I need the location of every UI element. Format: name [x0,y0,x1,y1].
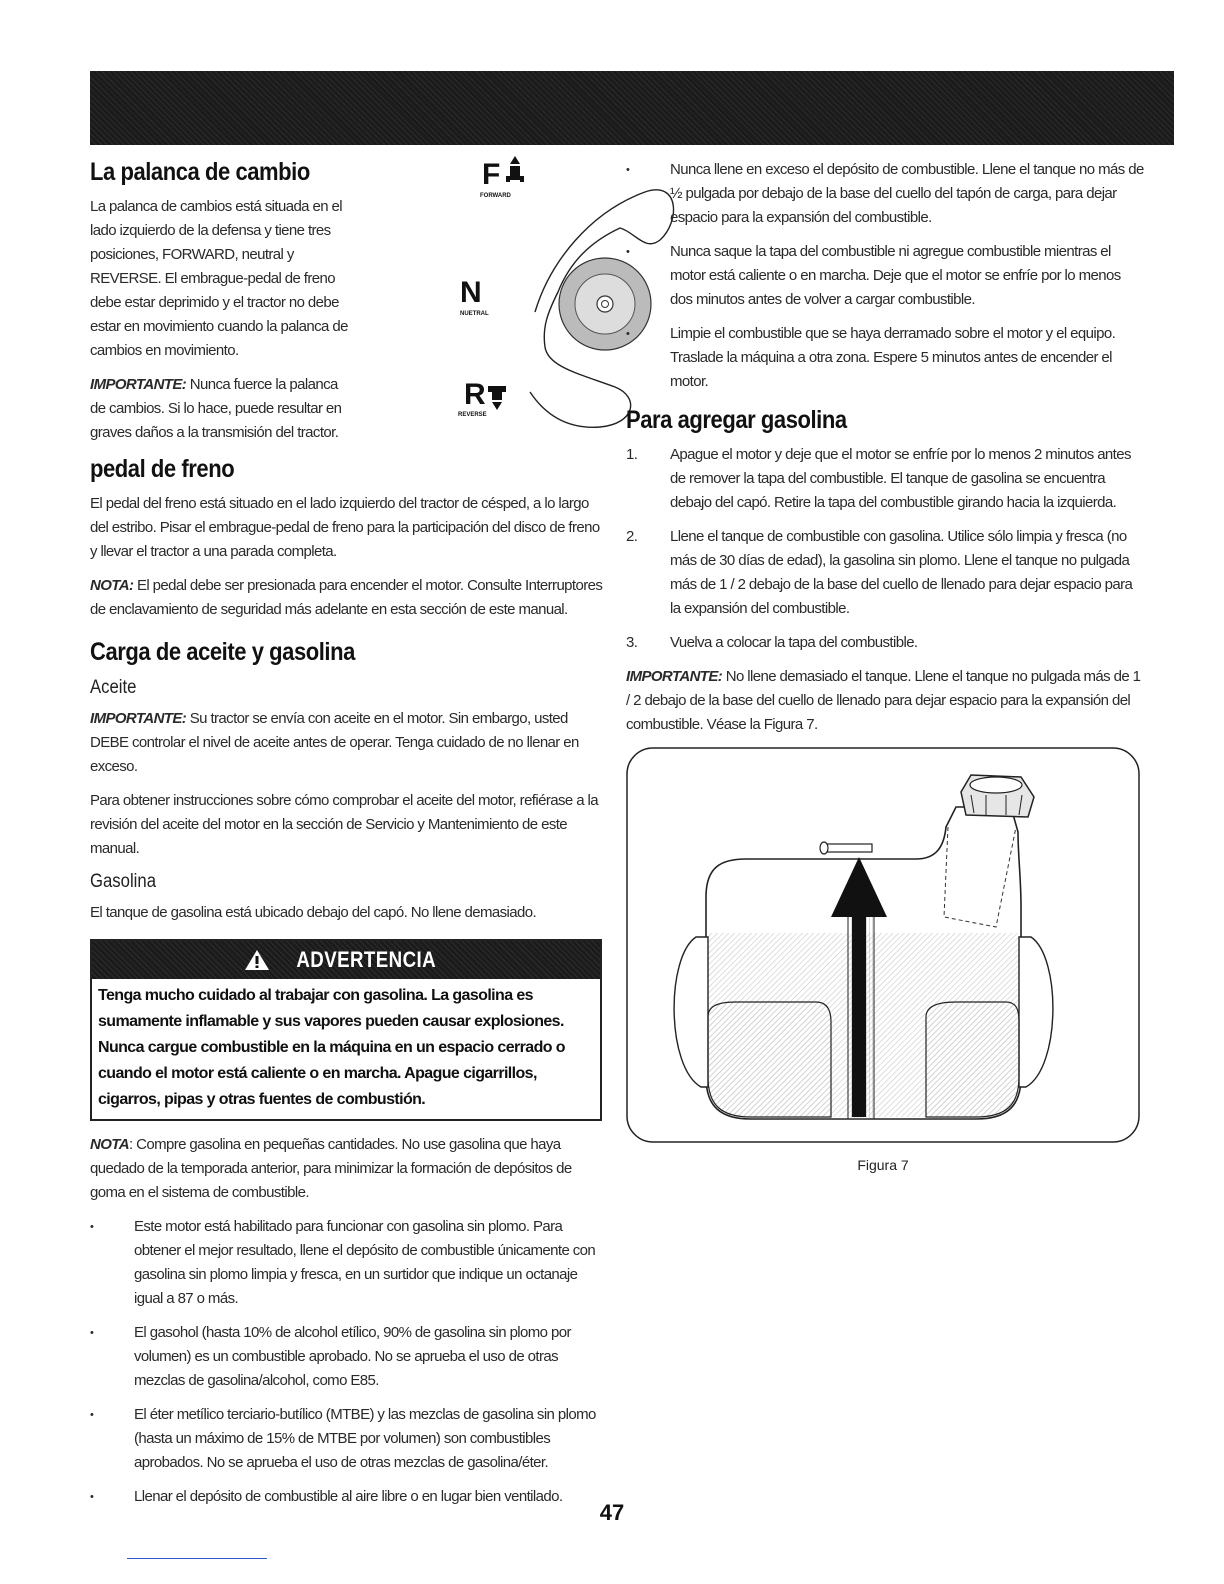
oil-subtitle: Aceite [90,677,137,698]
list-item: • Nunca llene en exceso el depósito de combustible. Llene el tanque no más de ½ pulgada por debajo de la base del cuello del tapón de carga, para dejar espacio para la expansión del combustible. [626,158,1146,230]
warning-title: ADVERTENCIA [296,947,436,972]
figure-7 [626,747,1140,1143]
warning-text: Tenga mucho cuidado al trabajar con gasolina. La gasolina es sumamente inflamable y sus vapores pueden causar explosiones. Nunca cargue combustible en la máquina en un espacio cerrado o cuando el motor está caliente o en marcha. Apague cigarrillos, cigarros, pipas y otras fuentes de combustión. [98,987,565,1108]
list-item: • El éter metílico terciario-butílico (MTBE) y las mezclas de gasolina sin plomo (hasta un máximo de 15% de MTBE por volumen) son combustibles aprobados. No se aprueba el uso de otras mezclas de gasolina/éter. [90,1403,604,1475]
important-label: IMPORTANTE: [626,668,723,685]
step-number: 1. [626,446,638,463]
warning-header [92,941,600,979]
footer-link-line [127,1558,267,1559]
important-text: Nunca fuerce la palanca de cambios. Si lo hace, puede resultar en graves daños a la transmisión del tractor. [90,376,342,441]
gasoline-note [90,1133,604,1205]
neutral-letter: N [460,276,482,309]
important-text: No llene demasiado el tanque. Llene el tanque no pulgada más de 1 / 2 debajo de la base del cuello de llenado para dejar espacio para la expansión del combustible. Véase la Figura 7. [626,668,1141,733]
note-text: El pedal debe ser presionada para encender el motor. Consulte Interruptores de enclavamiento de seguridad más adelante en esta sección de este manual. [90,577,603,618]
tractor-forward-icon [506,156,524,182]
step-number: 2. [626,528,638,545]
oil-important [90,707,604,779]
list-item [626,631,1146,655]
step-text: Apague el motor y deje que el motor se enfríe por lo menos 2 minutos antes de remover la tapa del combustible. El tanque de gasolina se encuentra debajo del capó. Retire la tapa del combustible girando hacia la izquierda. [670,446,1131,511]
note-label: NOTA: [90,577,134,594]
list-item: • Nunca saque la tapa del combustible ni agregue combustible mientras el motor está caliente o en marcha. Deje que el motor se enfríe por lo menos dos minutos antes de volver a cargar combustible. [626,240,1146,312]
list-item [626,443,1146,515]
right-column [626,158,1146,1173]
add-gasoline-title: Para agregar gasolina [626,406,847,434]
important-label: IMPORTANTE: [90,710,187,727]
forward-letter: F [482,158,501,191]
warning-triangle-icon [244,949,270,971]
shift-lever-text: La palanca de cambios está situada en el lado izquierdo de la defensa y tiene tres posiciones, FORWARD, neutral y REVERSE. El embrague-pedal de freno debe estar deprimido y el tractor no debe estar en movimiento cuando la palanca de cambios en movimiento. [90,198,348,359]
add-gasoline-steps [626,443,1146,655]
fuel-safety-bullet-list [626,158,1146,394]
oil-text: Para obtener instrucciones sobre cómo comprobar el aceite del motor, refiérase a la revisión del aceite del motor en la sección de Servicio y Mantenimiento de este manual. [90,792,598,857]
reverse-letter: R [464,378,486,411]
add-gasoline-important [626,665,1146,737]
step-text: Llene el tanque de combustible con gasolina. Utilice sólo limpia y fresca (no más de 30 días de edad), la gasolina sin plomo. Llene el tanque no pulgada más de 1 / 2 debajo de la base del cuello de llenado para dejar espacio para la expansión del combustible. [670,528,1133,617]
step-text: Vuelva a colocar la tapa del combustible. [670,634,918,651]
gasoline-subtitle: Gasolina [90,871,156,892]
header-banner [90,71,1174,145]
brake-pedal-note [90,574,604,622]
gasoline-text: El tanque de gasolina está ubicado debajo del capó. No llene demasiado. [90,904,537,921]
important-label: IMPORTANTE: [90,376,187,393]
shift-lever-important [90,373,348,445]
neutral-label: NUETRAL [460,311,489,317]
note-text: : Compre gasolina en pequeñas cantidades. No use gasolina que haya quedado de la temporada anterior, para minimizar la formación de depósitos de goma en el sistema de combustible. [90,1136,572,1201]
list-item [626,525,1146,621]
shift-lever-title: La palanca de cambio [90,158,310,186]
brake-pedal-text: El pedal del freno está situado en el lado izquierdo del tractor de césped, a lo largo del estribo. Pisar el embrague-pedal de freno para la participación del disco de freno y llevar el tractor a una parada completa. [90,495,600,560]
page-number: 47 [599,1500,625,1525]
list-item: • Este motor está habilitado para funcionar con gasolina sin plomo. Para obtener el mejor resultado, llene el depósito de combustible únicamente con gasolina sin plomo limpia y fresca, en un surtidor que indique un octanaje igual a 87 o más. [90,1215,604,1311]
list-item: • Limpie el combustible que se haya derramado sobre el motor y el equipo. Traslade la máquina a otra zona. Espere 5 minutos antes de encender el motor. [626,322,1146,394]
forward-label: FORWARD [480,193,511,199]
oil-fuel-title: Carga de aceite y gasolina [90,638,355,666]
warning-box [90,939,602,1121]
fuel-cap [961,775,1034,817]
figure-caption: Figura 7 [857,1157,909,1173]
list-item: • El gasohol (hasta 10% de alcohol etílico, 90% de gasolina sin plomo por volumen) es un combustible aprobado. No se aprueba el uso de otras mezclas de gasolina/alcohol, como E85. [90,1321,604,1393]
fuel-tank-diagram [626,747,1140,1143]
list-item: • Llenar el depósito de combustible al aire libre o en lugar bien ventilado. [90,1485,604,1509]
note-label: NOTA [90,1136,129,1153]
brake-pedal-title: pedal de freno [90,455,235,483]
step-number: 3. [626,634,638,651]
left-column [90,158,604,1519]
important-text: Su tractor se envía con aceite en el motor. Sin embargo, usted DEBE controlar el nivel de aceite antes de operar. Tenga cuidado de no llenar en exceso. [90,710,579,775]
reverse-label: REVERSE [458,412,487,418]
tractor-reverse-icon [488,386,506,410]
fuel-bullet-list [90,1215,604,1509]
